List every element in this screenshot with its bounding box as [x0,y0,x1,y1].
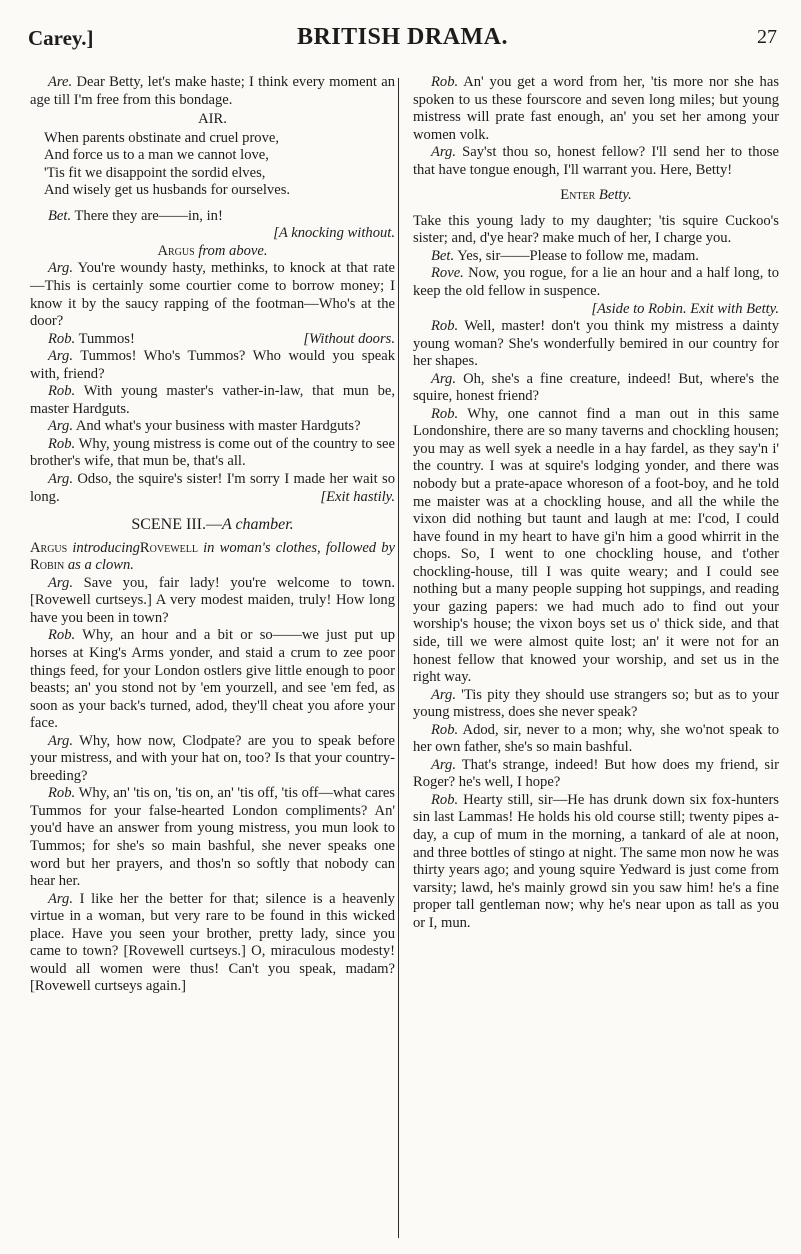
dialogue-text: Oh, she's a fine creature, indeed! But, where's the squire, honest friend? [413,370,779,405]
column-rule [398,78,399,1238]
scene-heading [30,516,395,534]
character-name: Rovewell [139,539,198,556]
speaker-name: Rob. [431,318,459,335]
dialogue-text: There they are——in, in! [74,207,223,224]
dialogue-paragraph: Take this young lady to my daughter; 'tis squire Cuckoo's sister; and, d'ye hear? make much of her, I charge you. [413,212,779,247]
dialogue-paragraph [413,406,779,687]
stage-direction: in woman's clothes, followed by [203,539,395,556]
speaker-name: Arg. [48,890,73,907]
speaker-name: Rob. [48,435,76,452]
dialogue-text: Why, how now, Clodpate? are you to speak before your mistress, and with your hat on, too? Is that your country-breeding? [30,732,395,784]
stage-direction [30,225,395,243]
stage-direction: [Without doors. [303,330,395,347]
dialogue-text: That's strange, indeed! But how does my friend, sir Roger? he's well, I hope? [413,756,779,791]
speaker-name: Rob. [48,627,76,644]
verse-line: And force us to a man we cannot love, [44,147,269,164]
speaker-name: Arg. [431,756,456,773]
character-name: Argus [157,242,195,259]
speaker-name: Are. [48,74,73,90]
character-name: Argus [30,539,68,556]
speaker-name: Rob. [48,330,76,347]
dialogue-text: You're woundy hasty, methinks, to knock at that rate—This is certainly some courtier come to borrow money; I know it by the saucy rapping of the footman—Who's at the door? [30,260,395,330]
dialogue-paragraph [413,757,779,792]
verse-line: And wisely get us husbands for ourselves. [44,182,291,199]
dialogue-text: Now, you rogue, for a lie an hour and a half long, to keep the old fellow in suspence. [413,265,779,300]
stage-direction [413,301,779,319]
dialogue-text: Why, an hour and a bit or so——we just put up horses at King's Arms yonder, and staid a crum to zee poor things feed, for your London ostlers give little enough to poor beasts; an' you stond not by 'em yourzell, and see 'em fed, as soon as your back's turned, adod, they'll cheat you afore your face. [30,627,395,732]
speaker-name: Rove. [431,265,464,282]
dialogue-paragraph [413,248,779,266]
speaker-name: Rob. [431,791,459,808]
scene-location: A chamber. [221,516,294,534]
dialogue-text: Save you, fair lady! you're welcome to town. [Rovewell curtseys.] A very modest maiden, truly! How long have you been in town? [30,574,395,626]
stage-direction: introducing [72,539,140,556]
scene-number: SCENE III.— [131,516,222,534]
direction-text: [A knocking without. [273,225,395,242]
dialogue-text: Tummos! Who's Tummos? Who would you speak with, friend? [30,348,395,382]
dialogue-paragraph [30,891,395,996]
dialogue-text: An' you get a word from her, 'tis more nor she has spoken to us these fourscore and seven long miles; but young mistress will prate fast enough, an' you set her among your women volk. [413,74,779,143]
dialogue-paragraph [413,265,779,300]
dialogue-text: I like her the better for that; silence is a heavenly virtue in a woman, but very rare to be found in this wicked place. Have you seen your brother, pretty lady, since you came to town? [Rovewell curtseys.] O, miraculous modesty! would all women were thus! Can't you speak, madam? [Rovewell curtseys again.] [30,890,395,995]
speaker-name: Arg. [431,144,456,161]
speaker-name: Arg. [431,370,456,387]
speaker-name: Rob. [48,383,76,400]
dialogue-text: Adod, sir, never to a mon; why, she wo'not speak to her own father, she's so main bashful. [413,721,780,756]
speaker-name: Rob. [431,74,459,90]
speaker-name: Arg. [48,260,73,277]
stage-entrance [413,187,779,205]
dialogue-paragraph [30,436,395,471]
dialogue-paragraph [30,260,395,330]
dialogue-text: Yes, sir——Please to follow me, madam. [457,247,699,264]
speaker-name: Bet. [48,207,72,224]
speaker-name: Arg. [48,418,73,435]
speaker-name: Arg. [48,574,73,591]
page-number: 27 [757,26,777,48]
right-column [413,74,779,932]
dialogue-paragraph [30,74,395,109]
dialogue-text: Say'st thou so, honest fellow? I'll send her to those that have tongue enough, I'll warrant you. Here, Betty! [413,144,779,178]
dialogue-text: Tummos! [78,330,135,347]
dialogue-text: Why, one cannot find a man out in this same Londonshire, there are so many taverns and chockling housen; you may as well syek a needle in a hay fardel, as they say'n i' the country. I was at squire's lodging yonder, and there was nobody but a prate-apace whoreson of a foot-boy, and he told me maister was at a chockling house, and all the while the vixon did nothing but taunt and laugh at me: I'cod, I could have found in my heart to have gi'n him a good whirrit in the chops. So, I went to one chockling house, and t'other chockling-house, till I was quite weary; and I could see nothing but a many people supping hot suppings, and reading your gazing papers: we had much ado to find out your worship's house; the vixon boys set us o' thick side, and that side, till we were almost quite lost; an' it were not for an honest fellow that knowed your worship, and set us in the right way. [413,405,779,686]
left-column [30,74,395,996]
speaker-name: Rob. [48,785,76,802]
stage-entrance [30,540,395,575]
dialogue-text: 'Tis pity they should use strangers so; but as to your young mistress, does she never speak? [413,686,779,721]
dialogue-paragraph [30,471,395,506]
header-author: Carey.] [28,26,94,50]
dialogue-paragraph [413,371,779,406]
running-header [28,22,777,54]
dialogue-paragraph [30,418,395,436]
character-name: Enter [560,187,596,204]
dialogue-paragraph [30,733,395,786]
stage-entrance [30,243,395,261]
stage-direction: Betty. [598,187,632,204]
dialogue-text: With young master's vather-in-law, that mun be, master Hardguts. [30,383,395,417]
header-title: BRITISH DRAMA. [296,24,509,50]
verse-line: 'Tis fit we disappoint the sordid elves, [44,164,266,181]
dialogue-text: Odso, the squire's sister! I'm sorry I made her wait so long. [30,471,395,505]
speaker-name: Bet. [431,247,455,264]
dialogue-paragraph [30,348,395,383]
stage-direction: as a clown. [67,557,134,574]
dialogue-paragraph [413,144,779,179]
speaker-name: Arg. [48,348,73,365]
speaker-name: Arg. [48,732,73,749]
dialogue-paragraph [413,687,779,722]
stage-direction: [Exit hastily. [320,488,395,505]
dialogue-paragraph [30,331,395,349]
direction-text: [Aside to Robin. Exit with Betty. [591,300,779,317]
dialogue-text: Why, an' 'tis on, 'tis on, an' 'tis off, 'tis off—what cares Tummos for your false-hearted London compliments? An' you'd have an answer from young mistress, you mun look to Tummos; for she's so main bashful, she never speaks one word but her prayers, and thos'n so softly that nobody can hear her. [30,785,395,890]
dialogue-text: Dear Betty, let's make haste; I think every moment an age till I'm free from this bondage. [30,74,395,108]
speaker-name: Rob. [431,405,459,422]
song-title: AIR. [198,111,227,128]
dialogue-paragraph [413,74,779,144]
dialogue-paragraph [30,575,395,628]
dialogue-paragraph [30,383,395,418]
speaker-name: Rob. [431,721,459,738]
dialogue-paragraph [413,722,779,757]
dialogue-text: And what's your business with master Hardguts? [75,418,361,435]
dialogue-paragraph [413,318,779,371]
dialogue-paragraph [30,785,395,890]
dialogue-text: Hearty still, sir—He has drunk down six fox-hunters sin last Lammas! He holds his old course still; twenty pipes a-day, a cup of mum in the morning, a tankard of ale at noon, and three bottles of stingo at night. The same mon now he was thirty years ago; and young squire Yedward is just come from varsity; lawd, he's mainly growd sin you saw him! he's a fine proper tall gentleman now; why he's near upon as tall as you or I, mun. [413,791,779,931]
stage-direction: from above. [198,242,268,259]
verse-line: When parents obstinate and cruel prove, [44,129,280,146]
speaker-name: Arg. [431,686,456,703]
dialogue-paragraph [30,208,395,226]
speaker-name: Arg. [48,471,73,488]
dialogue-text: Why, young mistress is come out of the country to see brother's wife, that mun be, that's all. [30,435,395,470]
dialogue-paragraph [30,627,395,732]
character-name: Robin [30,557,65,574]
verse [30,130,395,200]
dialogue-text: Well, master! don't you think my mistress a dainty young woman? She's wonderfully bemired in our country for her shapes. [413,318,779,370]
dialogue-paragraph [413,792,779,932]
